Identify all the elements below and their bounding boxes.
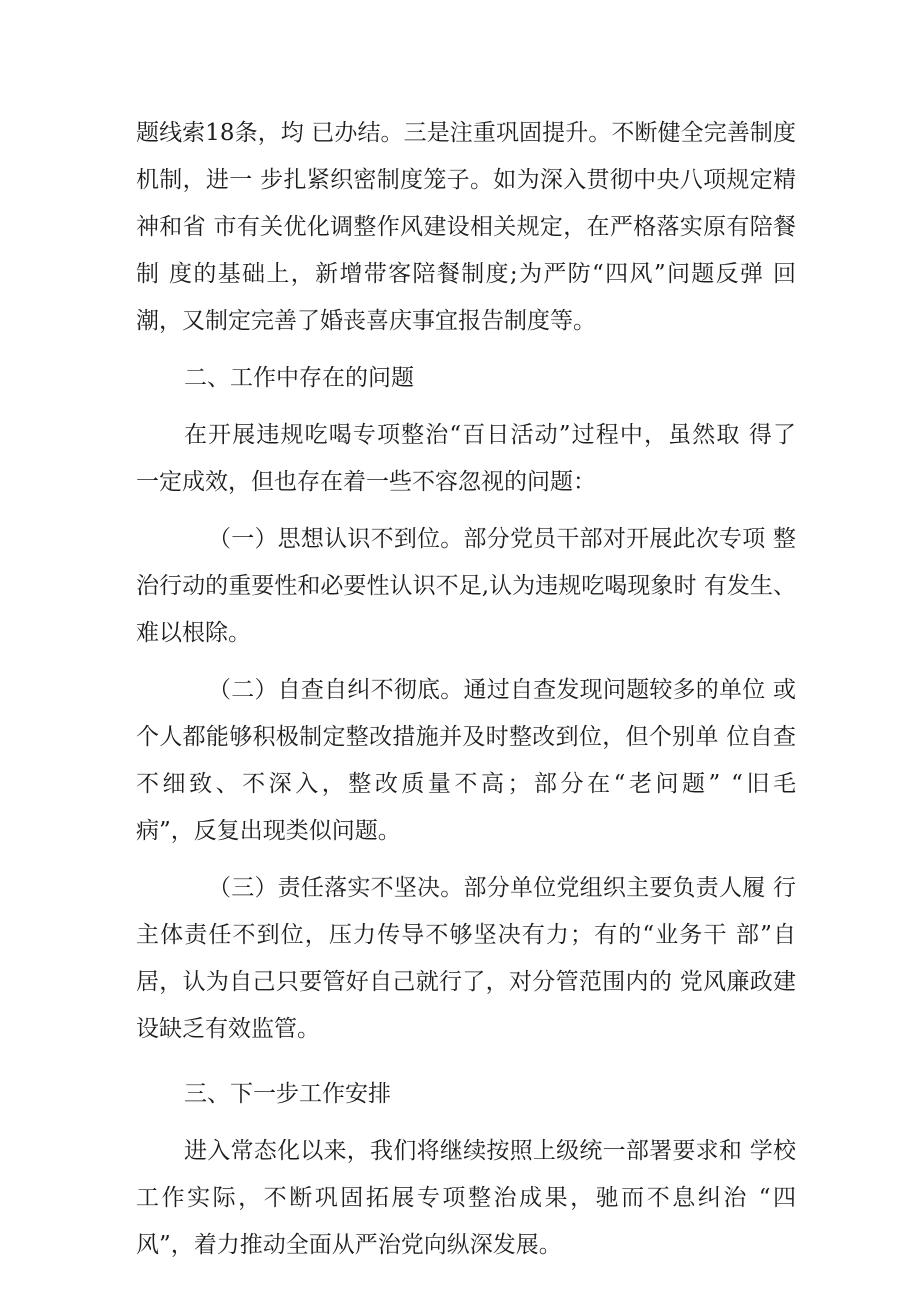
text-line: 居，认为自己只要管好自己就行了，对分管范围内的 党风廉政建 [136, 969, 796, 995]
text-line: 风”，着力推动全面从严治党向纵深发展。 [136, 1232, 562, 1258]
text-line: 机制，进一 步扎紧织密制度笼子。如为深入贯彻中央八项规定精 [136, 167, 796, 193]
text-line: 工作实际，不断巩固拓展专项整治成果，驰而不息纠治 “四 [136, 1185, 796, 1211]
text-line: 病”，反复出现类似问题。 [136, 818, 401, 844]
heading-text: 二、工作中存在的问题 [184, 365, 414, 391]
text-line: 不细致、不深入，整改质量不高；部分在“老问题” “旧毛 [136, 771, 796, 797]
text-line: 题线索18条，均 已办结。三是注重巩固提升。不断健全完善制度 [136, 120, 796, 146]
text-line: 进入常态化以来，我们将继续按照上级统一部署要求和 学校 [184, 1138, 796, 1164]
text-line: （一）思想认识不到位。部分党员干部对开展此次专项 整 [208, 526, 796, 552]
paragraph-continuation [136, 110, 796, 345]
text-line: 在开展违规吃喝专项整治“百日活动”过程中，虽然取 得了 [184, 422, 796, 448]
section-heading-problems [136, 355, 796, 402]
paragraph-problem-1 [136, 516, 796, 657]
text-line: （二）自查自纠不彻底。通过自查发现问题较多的单位 或 [208, 677, 796, 703]
text-line: 设缺乏有效监管。 [136, 1016, 320, 1042]
paragraph-problem-2 [136, 667, 796, 855]
paragraph-next-steps [136, 1128, 796, 1269]
text-line: 制 度的基础上，新增带客陪餐制度;为严防“四风”问题反弹 回 [136, 261, 796, 287]
section-heading-next-steps [136, 1071, 796, 1118]
paragraph-intro-problems [136, 412, 796, 506]
text-line: 难以根除。 [136, 620, 251, 646]
text-line: 治行动的重要性和必要性认识不足,认为违规吃喝现象时 有发生、 [136, 573, 796, 599]
text-line: 一定成效，但也存在着一些不容忽视的问题： [136, 469, 596, 495]
text-line: 主体责任不到位，压力传导不够坚决有力；有的“业务干 部”自 [136, 922, 796, 948]
paragraph-problem-3 [136, 865, 796, 1053]
heading-text: 三、下一步工作安排 [184, 1081, 391, 1107]
text-line: （三）责任落实不坚决。部分单位党组织主要负责人履 行 [208, 875, 796, 901]
text-line: 个人都能够积极制定整改措施并及时整改到位，但个别单 位自查 [136, 724, 796, 750]
text-line: 潮，又制定完善了婚丧喜庆事宜报告制度等。 [136, 308, 596, 334]
document-body [136, 110, 796, 1269]
text-line: 神和省 市有关优化调整作风建设相关规定，在严格落实原有陪餐 [136, 214, 796, 240]
